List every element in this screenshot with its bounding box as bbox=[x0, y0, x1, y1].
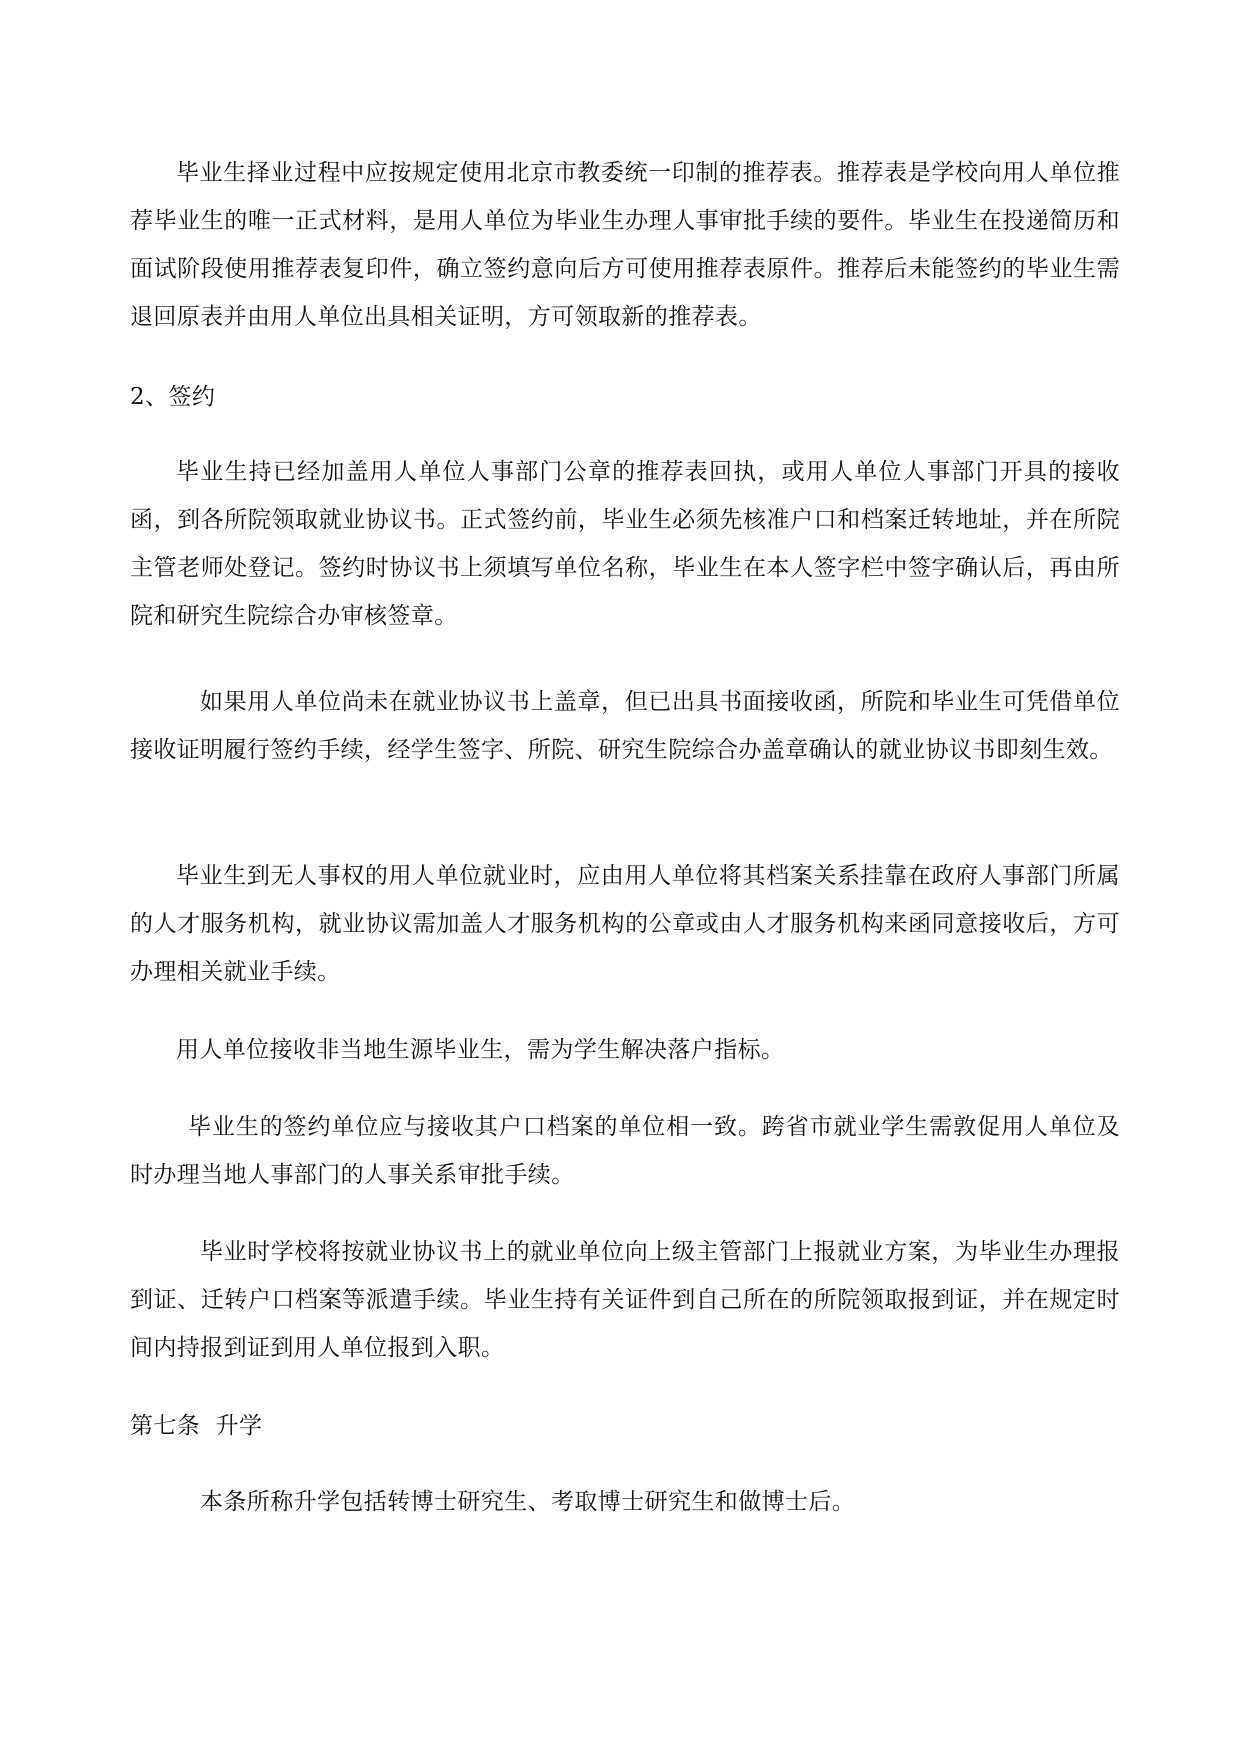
paragraph-further-study-scope: 本条所称升学包括转博士研究生、考取博士研究生和做博士后。 bbox=[200, 1489, 856, 1515]
paragraph-household-quota: 用人单位接收非当地生源毕业生，需为学生解决落户指标。 bbox=[176, 1037, 785, 1063]
paragraph-acceptance-letter: 如果用人单位尚未在就业协议书上盖章，但已出具书面接收函，所院和毕业生可凭借单位接收证明履行签约手续，经学生签字、所院、研究生院综合办盖章确认的就业协议书即刻生效。 bbox=[130, 689, 1120, 763]
paragraph-dispatch-procedure: 毕业时学校将按就业协议书上的就业单位向上级主管部门上报就业方案，为毕业生办理报到证、迁转户口档案等派遣手续。毕业生持有关证件到自己所在的所院领取报到证，并在规定时间内持报到证到用人单位报到入职。 bbox=[130, 1239, 1120, 1361]
paragraph-signing-procedure: 毕业生持已经加盖用人单位人事部门公章的推荐表回执，或用人单位人事部门开具的接收函，到各所院领取就业协议书。正式签约前，毕业生必须先核准户口和档案迁转地址，并在所院主管老师处登记。签约时协议书上须填写单位名称，毕业生在本人签字栏中签字确认后，再由所院和研究生院综合办审核签章。 bbox=[130, 459, 1120, 629]
section-heading-signing: 2、签约 bbox=[130, 384, 216, 410]
paragraph-unit-consistency: 毕业生的签约单位应与接收其户口档案的单位相一致。跨省市就业学生需敦促用人单位及时办理当地人事部门的人事关系审批手续。 bbox=[130, 1114, 1120, 1188]
paragraph-talent-service: 毕业生到无人事权的用人单位就业时，应由用人单位将其档案关系挂靠在政府人事部门所属的人才服务机构，就业协议需加盖人才服务机构的公章或由人才服务机构来函同意接收后，方可办理相关就业手续。 bbox=[130, 863, 1120, 985]
article-heading-further-study: 第七条 升学 bbox=[130, 1413, 263, 1439]
paragraph-recommendation-form: 毕业生择业过程中应按规定使用北京市教委统一印制的推荐表。推荐表是学校向用人单位推荐毕业生的唯一正式材料，是用人单位为毕业生办理人事审批手续的要件。毕业生在投递简历和面试阶段使用推荐表复印件，确立签约意向后方可使用推荐表原件。推荐后未能签约的毕业生需退回原表并由用人单位出具相关证明，方可领取新的推荐表。 bbox=[130, 160, 1120, 330]
